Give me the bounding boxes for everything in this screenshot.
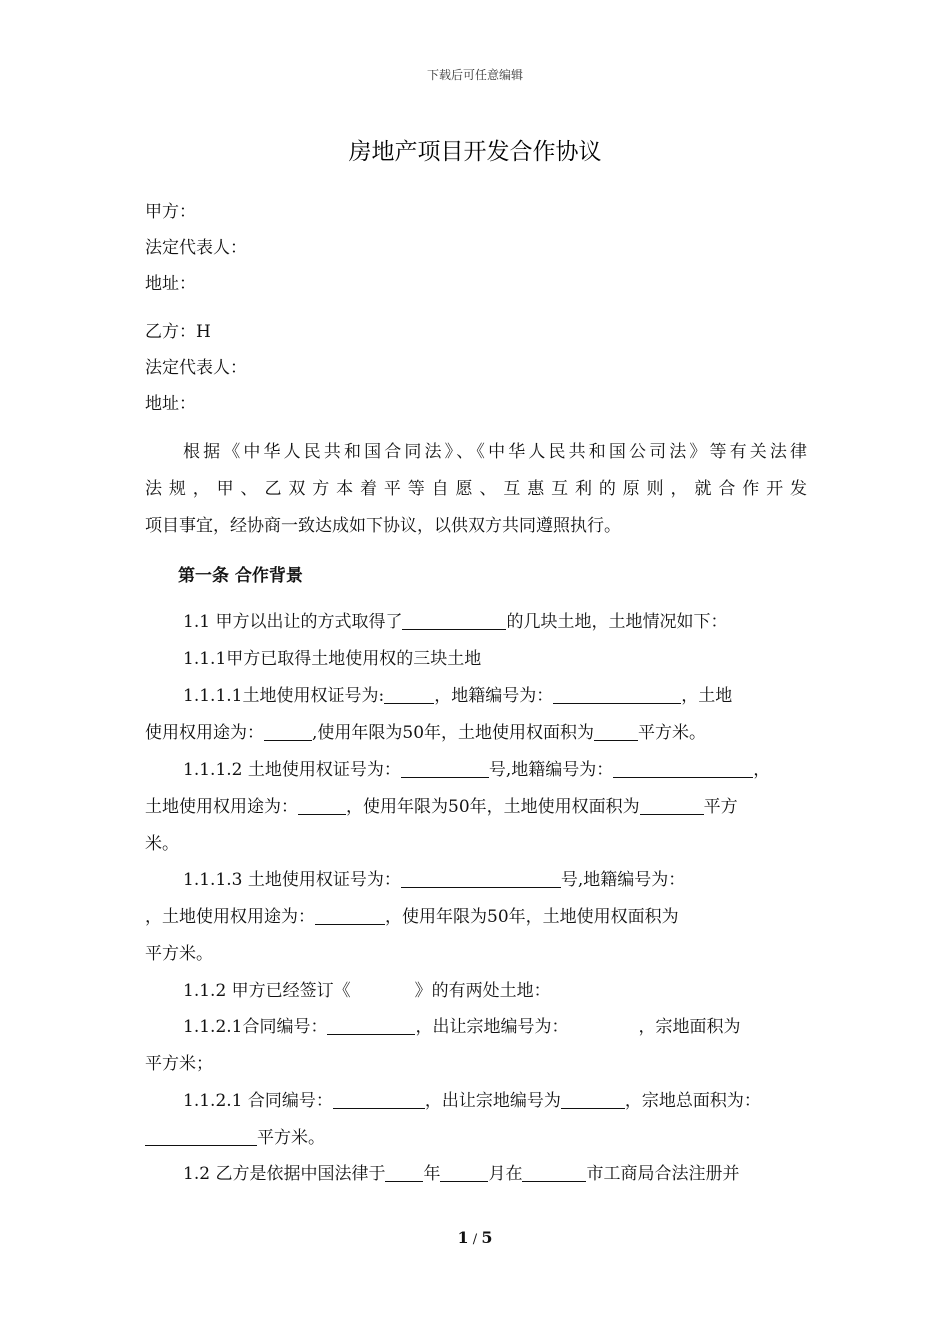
- blank-field: [522, 1163, 586, 1182]
- clause-text: 号,地籍编号为：: [488, 760, 614, 780]
- blank-field: [401, 759, 489, 778]
- section-1-heading: 第一条 合作背景: [178, 566, 303, 586]
- blank-field: [640, 796, 704, 815]
- clause-1-1-1-2-end: 米。: [145, 834, 179, 854]
- clause-text: ，宗地总面积为：: [624, 1091, 761, 1111]
- clause-text: 平方米。: [257, 1128, 325, 1148]
- clause-text: 1.1.2 甲方已经签订《: [183, 981, 351, 1001]
- clause-text: 》的有两处土地：: [414, 981, 551, 1001]
- page-header: 下载后可任意编辑: [426, 68, 523, 82]
- clause-text: 年: [423, 1164, 441, 1184]
- blank-field: [402, 611, 506, 630]
- party-b-representative: 法定代表人：: [145, 358, 247, 378]
- preamble-line-3: 项目事宜，经协商一致达成如下协议，以供双方共同遵照执行。: [145, 516, 621, 536]
- clause-text: 1.1.1.1土地使用权证号为:: [183, 686, 385, 706]
- clause-1-1-1-2-cont: [145, 795, 738, 819]
- party-b-address: 地址：: [145, 394, 196, 414]
- blank-field: [401, 869, 561, 888]
- blank-field: [298, 796, 346, 815]
- clause-text: ，土地使用权用途为：: [145, 907, 315, 927]
- blank-field: [145, 1127, 257, 1146]
- clause-text: 月在: [488, 1164, 523, 1184]
- clause-text: ，地籍编号为：: [434, 686, 554, 706]
- clause-1-2: [183, 1162, 739, 1186]
- clause-text: 1.1 甲方以出让的方式取得了: [183, 612, 403, 632]
- clause-1-1-1-3: [183, 868, 685, 892]
- clause-text: ,使用年限为50年，土地使用权面积为: [312, 723, 595, 743]
- clause-text: 市工商局合法注册并: [586, 1164, 740, 1184]
- clause-1-1-1-1: [183, 684, 732, 708]
- clause-1-1-1-1-cont: [145, 721, 706, 745]
- party-a-representative: 法定代表人：: [145, 238, 247, 258]
- clause-text: 1.1.2.1 合同编号：: [183, 1091, 333, 1111]
- clause-1-1-1-3-end: 平方米。: [145, 944, 213, 964]
- current-page: 1: [457, 1228, 469, 1247]
- clause-text: 1.1.1.3 土地使用权证号为：: [183, 870, 401, 890]
- clause-1-1-1: 1.1.1甲方已取得土地使用权的三块土地: [183, 649, 482, 669]
- clause-text: 平方米。: [638, 723, 707, 743]
- clause-text: 1.1.2.1合同编号：: [183, 1017, 328, 1037]
- clause-text: ，: [753, 760, 771, 780]
- clause-text: ，宗地面积为: [638, 1017, 741, 1037]
- blank-field: [561, 1090, 625, 1109]
- preamble-line-1: 根据《中华人民共和国合同法》、《中华人民共和国公司法》等有关法律: [183, 442, 807, 462]
- clause-text: ，使用年限为50年，土地使用权面积为: [385, 907, 679, 927]
- party-a-name: 甲方：: [145, 202, 196, 222]
- document-title: 房地产项目开发合作协议: [348, 139, 602, 165]
- clause-text: 的几块土地，土地情况如下：: [506, 612, 728, 632]
- clause-text: 1.2 乙方是依据中国法律于: [183, 1164, 386, 1184]
- clause-1-1-1-3-cont: [145, 905, 679, 929]
- blank-field: [613, 759, 753, 778]
- blank-field: [440, 1163, 488, 1182]
- clause-text: 号,地籍编号为：: [560, 870, 686, 890]
- blank-field: [327, 1016, 415, 1035]
- blank-field: [594, 722, 638, 741]
- clause-1-1-2-1-b-cont: [145, 1126, 325, 1150]
- clause-1-1-2: [183, 979, 551, 1003]
- party-b-name: 乙方：H: [145, 322, 211, 342]
- clause-1-1-2-1: [183, 1015, 740, 1039]
- blank-field: [385, 1163, 423, 1182]
- clause-text: ，出让宗地编号为：: [415, 1017, 569, 1037]
- total-pages: 5: [481, 1228, 493, 1247]
- clause-text: 平方: [703, 797, 738, 817]
- clause-text: 使用权用途为：: [145, 723, 264, 743]
- page-number: [0, 1228, 950, 1247]
- blank-field: [384, 685, 434, 704]
- clause-text: ，使用年限为50年，土地使用权面积为: [346, 797, 640, 817]
- preamble-line-2: 法规，甲、乙双方本着平等自愿、互惠互利的原则，就合作开发: [145, 479, 807, 499]
- blank-field: [333, 1090, 425, 1109]
- clause-1-1-2-1-end: 平方米；: [145, 1054, 213, 1074]
- clause-1-1-2-1-b: [183, 1089, 761, 1113]
- clause-text: 土地使用权用途为：: [145, 797, 298, 817]
- blank-field: [553, 685, 681, 704]
- party-a-address: 地址：: [145, 274, 196, 294]
- clause-text: ，出让宗地编号为: [424, 1091, 561, 1111]
- clause-text: ，土地: [681, 686, 733, 706]
- clause-1-1: [183, 610, 727, 634]
- clause-1-1-1-2: [183, 758, 770, 782]
- clause-text: 1.1.1.2 土地使用权证号为：: [183, 760, 401, 780]
- blank-field: [264, 722, 312, 741]
- blank-field: [315, 906, 385, 925]
- page-separator: /: [468, 1232, 482, 1247]
